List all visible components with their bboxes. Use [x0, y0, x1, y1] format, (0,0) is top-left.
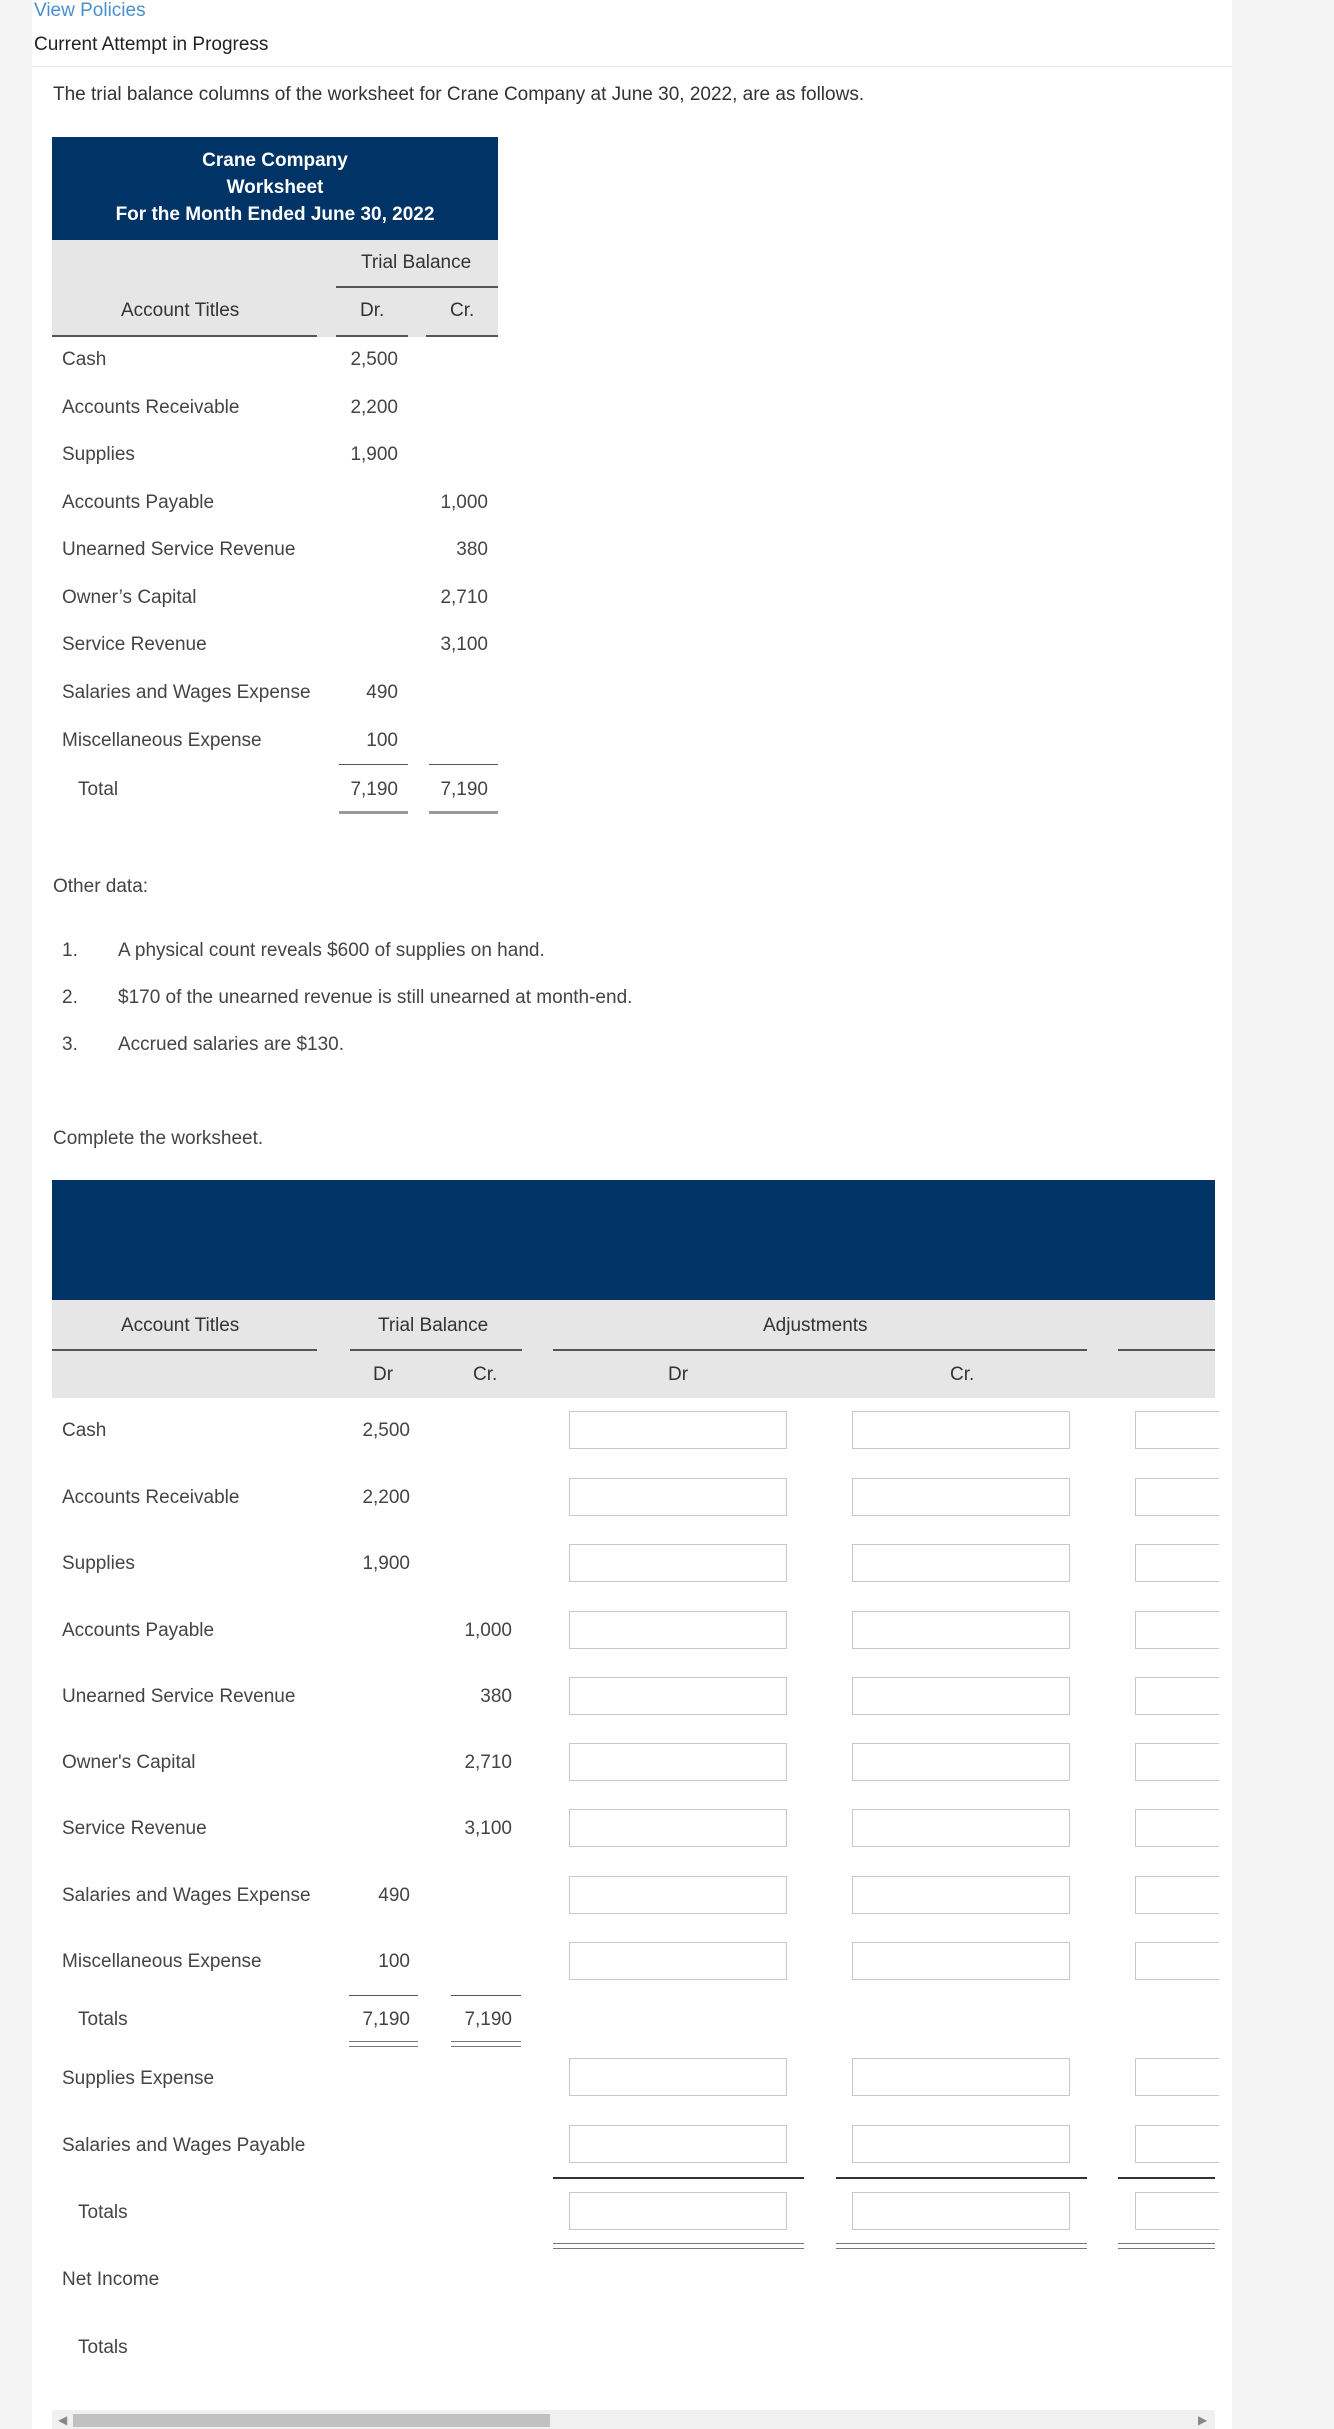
header-rule: [336, 335, 408, 337]
total-rule: [349, 1995, 418, 1996]
adjustment-dr-input[interactable]: [569, 1876, 787, 1914]
dr-value: 490: [378, 1885, 410, 1906]
header-rule: [52, 1349, 317, 1351]
total-label: Total: [78, 779, 119, 800]
account-title: Supplies Expense: [62, 2068, 215, 2089]
header-rule: [52, 335, 317, 337]
dr-value: 2,200: [362, 1487, 410, 1508]
account-title: Salaries and Wages Payable: [62, 2135, 306, 2156]
col-trial-balance: Trial Balance: [378, 1315, 489, 1336]
col-account-titles: Account Titles: [121, 1315, 240, 1336]
account-title: Unearned Service Revenue: [62, 539, 296, 560]
totals-dr: 7,190: [362, 2009, 410, 2030]
adjustment-cr-input[interactable]: [852, 1677, 1070, 1715]
next-column-input[interactable]: [1135, 1677, 1219, 1715]
header-rule: [1118, 1349, 1215, 1351]
adjustment-dr-input[interactable]: [569, 2125, 787, 2163]
net-income-label: Net Income: [62, 2269, 160, 2290]
total-double-rule: [339, 811, 408, 814]
adjustment-cr-input[interactable]: [852, 1809, 1070, 1847]
totals-label: Totals: [78, 2337, 128, 2358]
header-rule: [350, 1349, 522, 1351]
cr-value: 380: [456, 539, 488, 560]
total-double-rule: [429, 811, 498, 814]
account-title: Miscellaneous Expense: [62, 730, 262, 751]
next-column-input[interactable]: [1135, 1611, 1219, 1649]
adjustment-cr-input[interactable]: [852, 1942, 1070, 1980]
scroll-right-icon[interactable]: ▶: [1198, 2413, 1208, 2427]
adjustment-cr-input[interactable]: [852, 1611, 1070, 1649]
col-dr: Dr: [373, 1364, 394, 1385]
cr-value: 3,100: [464, 1818, 512, 1839]
total-cr: 7,190: [440, 779, 488, 800]
company-name: Crane Company: [202, 150, 348, 171]
adjustment-dr-input[interactable]: [569, 1411, 787, 1449]
next-column-input[interactable]: [1135, 1876, 1219, 1914]
col-adj-dr: Dr: [668, 1364, 689, 1385]
list-item-number: 1.: [62, 940, 78, 961]
dr-value: 100: [366, 730, 398, 751]
total-rule: [1118, 2177, 1215, 2179]
adjustment-dr-input[interactable]: [569, 1611, 787, 1649]
header-rule: [426, 335, 498, 337]
adjustment-cr-input[interactable]: [852, 1411, 1070, 1449]
next-column-input[interactable]: [1135, 1942, 1219, 1980]
adjustment-cr-input[interactable]: [852, 2125, 1070, 2163]
totals-label: Totals: [78, 2009, 128, 2030]
adjustment-dr-input[interactable]: [569, 1478, 787, 1516]
header-rule: [553, 1349, 1087, 1351]
divider: [32, 66, 1232, 67]
account-title: Salaries and Wages Expense: [62, 682, 311, 703]
account-title: Cash: [62, 349, 107, 370]
list-item: $170 of the unearned revenue is still unearned at month-end.: [118, 987, 633, 1008]
adjustment-dr-input[interactable]: [569, 1942, 787, 1980]
totals-double-rule: [836, 2243, 1087, 2249]
totals-cr: 7,190: [464, 2009, 512, 2030]
account-title: Cash: [62, 1420, 107, 1441]
worksheet-title: Worksheet: [226, 177, 324, 198]
total-rule: [836, 2177, 1087, 2179]
next-column-input[interactable]: [1135, 2058, 1219, 2096]
total-rule: [429, 764, 498, 765]
adjustment-dr-input[interactable]: [569, 1677, 787, 1715]
next-column-input[interactable]: [1135, 1411, 1219, 1449]
col-adj-cr: Cr.: [950, 1364, 975, 1385]
totals-label: Totals: [78, 2202, 128, 2223]
total-rule: [339, 764, 408, 765]
adjustment-cr-total-input[interactable]: [852, 2192, 1070, 2230]
cr-value: 380: [480, 1686, 512, 1707]
account-title: Supplies: [62, 444, 135, 465]
col-cr: Cr.: [473, 1364, 498, 1385]
dr-value: 2,500: [350, 349, 398, 370]
adjustment-cr-input[interactable]: [852, 1876, 1070, 1914]
col-account-titles: Account Titles: [121, 300, 240, 321]
scroll-left-icon[interactable]: ◀: [58, 2413, 68, 2427]
scrollbar-thumb[interactable]: [73, 2414, 550, 2427]
cr-value: 1,000: [440, 492, 488, 513]
adjustment-dr-input[interactable]: [569, 1809, 787, 1847]
totals-double-rule: [553, 2243, 804, 2249]
adjustment-dr-input[interactable]: [569, 2058, 787, 2096]
adjustment-dr-input[interactable]: [569, 1743, 787, 1781]
dr-value: 1,900: [350, 444, 398, 465]
account-title: Unearned Service Revenue: [62, 1686, 296, 1707]
instruction-text: Complete the worksheet.: [53, 1128, 264, 1149]
totals-double-rule: [1118, 2243, 1215, 2249]
next-column-input[interactable]: [1135, 1544, 1219, 1582]
period-title: For the Month Ended June 30, 2022: [115, 204, 435, 225]
worksheet-header-band: [52, 1180, 1215, 1300]
totals-double-rule: [451, 2041, 521, 2047]
adjustment-cr-input[interactable]: [852, 1478, 1070, 1516]
intro-text: The trial balance columns of the worksheet for Crane Company at June 30, 2022, are as follows.: [53, 84, 865, 105]
total-dr: 7,190: [350, 779, 398, 800]
attempt-status: Current Attempt in Progress: [34, 34, 269, 55]
account-title: Owner’s Capital: [62, 587, 197, 608]
account-title: Accounts Payable: [62, 492, 215, 513]
next-column-total-input[interactable]: [1135, 2192, 1219, 2230]
header-rule: [336, 286, 498, 288]
account-title: Accounts Receivable: [62, 397, 240, 418]
col-adjustments: Adjustments: [763, 1315, 868, 1336]
other-data-label: Other data:: [53, 876, 149, 897]
totals-double-rule: [349, 2041, 418, 2047]
dr-value: 2,500: [362, 1420, 410, 1441]
worksheet-header: [52, 137, 498, 240]
account-title: Salaries and Wages Expense: [62, 1885, 311, 1906]
account-title: Owner's Capital: [62, 1752, 196, 1773]
next-column-input[interactable]: [1135, 1743, 1219, 1781]
list-item: Accrued salaries are $130.: [118, 1034, 345, 1055]
adjustment-dr-total-input[interactable]: [569, 2192, 787, 2230]
adjustment-cr-input[interactable]: [852, 1544, 1070, 1582]
list-item: A physical count reveals $600 of supplies on hand.: [118, 940, 545, 961]
total-rule: [451, 1995, 521, 1996]
account-title: Service Revenue: [62, 1818, 207, 1839]
account-title: Service Revenue: [62, 634, 207, 655]
cr-value: 3,100: [440, 634, 488, 655]
cr-value: 2,710: [464, 1752, 512, 1773]
list-item-number: 3.: [62, 1034, 78, 1055]
account-title: Accounts Payable: [62, 1620, 215, 1641]
dr-value: 490: [366, 682, 398, 703]
list-item-number: 2.: [62, 987, 78, 1008]
account-title: Supplies: [62, 1553, 135, 1574]
view-policies-link[interactable]: View Policies: [34, 0, 146, 21]
next-column-input[interactable]: [1135, 1478, 1219, 1516]
dr-value: 2,200: [350, 397, 398, 418]
account-title: Miscellaneous Expense: [62, 1951, 262, 1972]
col-cr: Cr.: [450, 300, 475, 321]
adjustment-dr-input[interactable]: [569, 1544, 787, 1582]
dr-value: 100: [378, 1951, 410, 1972]
account-title: Accounts Receivable: [62, 1487, 240, 1508]
next-column-input[interactable]: [1135, 2125, 1219, 2163]
adjustment-cr-input[interactable]: [852, 2058, 1070, 2096]
col-dr: Dr.: [360, 300, 385, 321]
adjustment-cr-input[interactable]: [852, 1743, 1070, 1781]
cr-value: 1,000: [464, 1620, 512, 1641]
next-column-input[interactable]: [1135, 1809, 1219, 1847]
trial-balance-label: Trial Balance: [361, 252, 472, 273]
total-rule: [553, 2177, 804, 2179]
cr-value: 2,710: [440, 587, 488, 608]
dr-value: 1,900: [362, 1553, 410, 1574]
